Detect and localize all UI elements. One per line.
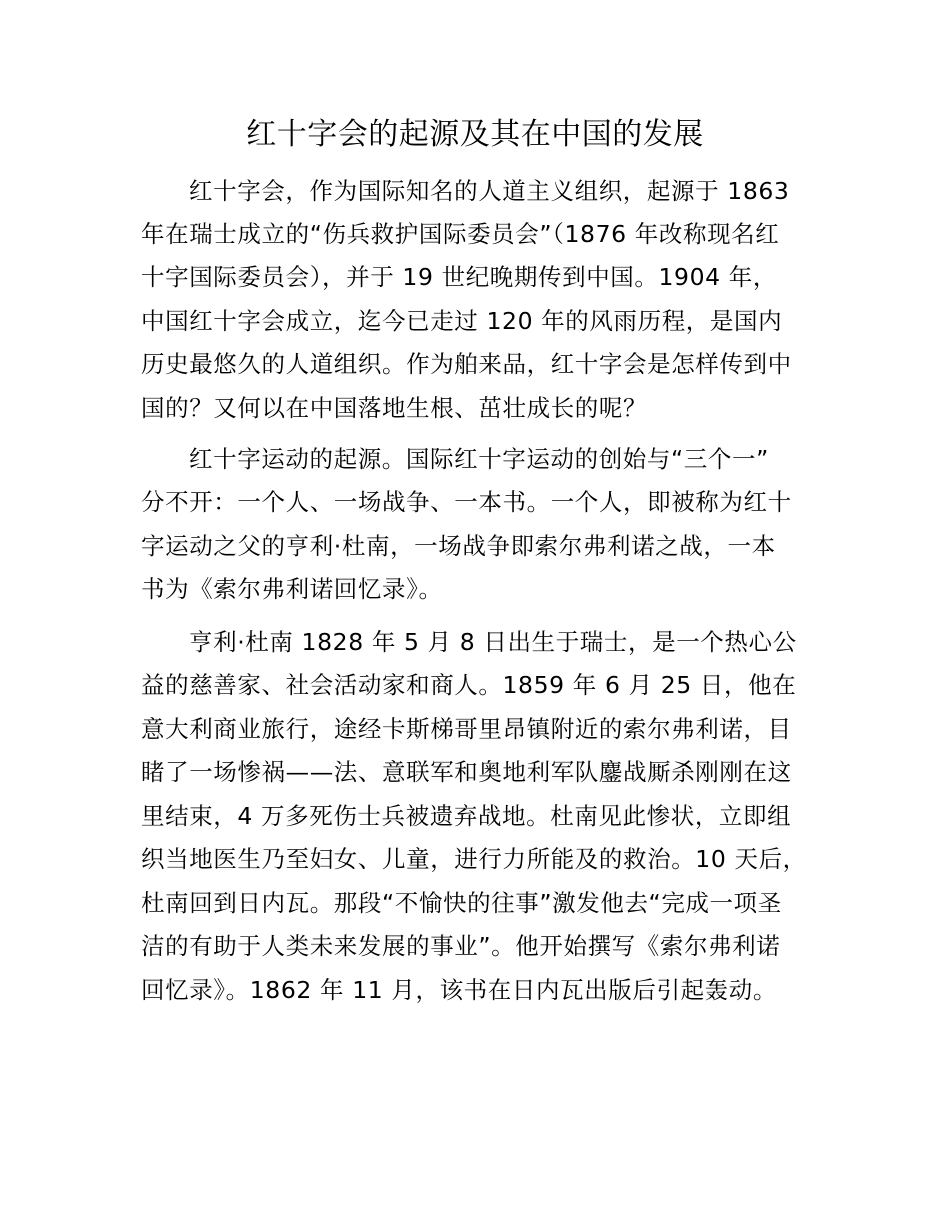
paragraph-line: 洁的有助于人类未来发展的事业”。他开始撰写《索尔弗利诺 [141, 932, 781, 960]
paragraph-line: 年在瑞士成立的“伤兵救护国际委员会”（1876 年改称现名红 [141, 220, 780, 248]
document-title: 红十字会的起源及其在中国的发展 [246, 117, 704, 152]
paragraph-line: 回忆录》。1862 年 11 月，该书在日内瓦出版后引起轰动。 [141, 976, 777, 1004]
paragraph-line: 意大利商业旅行，途经卡斯梯哥里昂镇附近的索尔弗利诺，目 [141, 715, 792, 743]
paragraph-line: 红十字会，作为国际知名的人道主义组织，起源于 1863 [189, 177, 790, 205]
paragraph-line: 中国红十字会成立，迄今已走过 120 年的风雨历程，是国内 [141, 307, 783, 335]
paragraph-line: 书为《索尔弗利诺回忆录》。 [141, 575, 443, 603]
paragraph-line: 亨利·杜南 1828 年 5 月 8 日出生于瑞士，是一个热心公 [189, 628, 797, 656]
paragraph-line: 十字国际委员会），并于 19 世纪晚期传到中国。1904 年， [141, 263, 777, 291]
paragraph-line: 红十字运动的起源。国际红十字运动的创始与“三个一” [189, 445, 769, 473]
paragraph-line: 杜南回到日内瓦。那段“不愉快的往事”激发他去“完成一项圣 [141, 889, 782, 917]
paragraph-line: 睹了一场惨祸——法、意联军和奥地利军队鏖战厮杀刚刚在这 [141, 758, 792, 786]
paragraph-line: 织当地医生乃至妇女、儿童，进行力所能及的救治。10 天后， [141, 845, 807, 873]
paragraph-line: 字运动之父的亨利·杜南，一场战争即索尔弗利诺之战，一本 [141, 532, 776, 560]
paragraph-line: 益的慈善家、社会活动家和商人。1859 年 6 月 25 日，他在 [141, 671, 797, 699]
paragraph-line: 里结束，4 万多死伤士兵被遗弃战地。杜南见此惨状，立即组 [141, 802, 792, 830]
paragraph-line: 分不开：一个人、一场战争、一本书。一个人，即被称为红十 [141, 488, 792, 516]
paragraph-line: 国的？又何以在中国落地生根、茁壮成长的呢？ [141, 394, 648, 422]
paragraph-line: 历史最悠久的人道组织。作为舶来品，红十字会是怎样传到中 [141, 350, 792, 378]
